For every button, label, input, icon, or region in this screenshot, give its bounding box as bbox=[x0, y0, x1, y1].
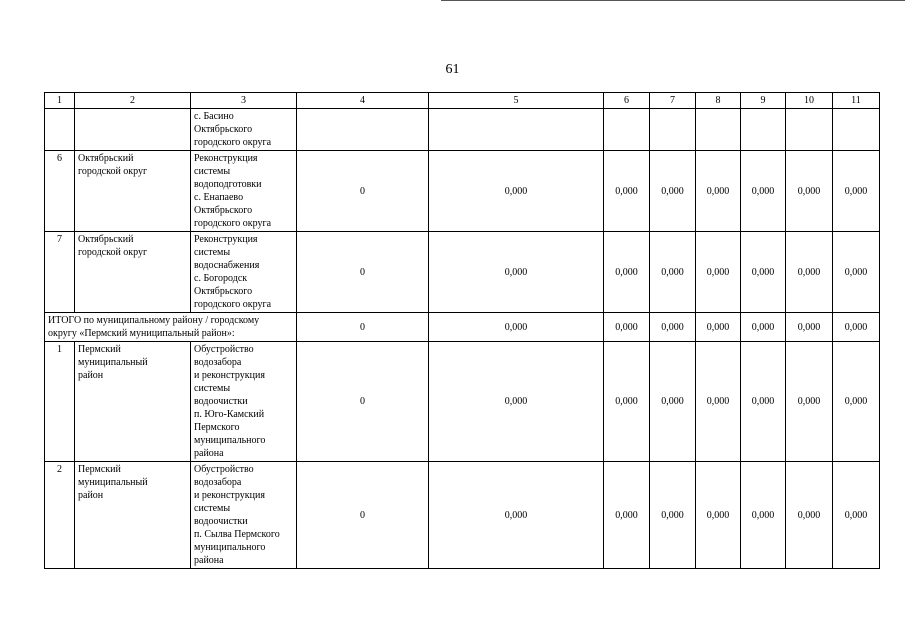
table-row bbox=[45, 109, 880, 151]
value-cell: 0,000 bbox=[833, 151, 880, 232]
value-cell bbox=[650, 109, 696, 151]
value-cell: 0 bbox=[297, 342, 429, 462]
total-label: ИТОГО по муниципальному району / городскому округу «Пермский муниципальный район»: bbox=[45, 313, 297, 342]
object-cell: Обустройство водозабора и реконструкция системы водоочистки п. Сылва Пермского муниципального района bbox=[191, 462, 297, 569]
value-cell: 0,000 bbox=[429, 313, 604, 342]
value-cell: 0,000 bbox=[650, 462, 696, 569]
table-row bbox=[45, 151, 880, 232]
row-number: 1 bbox=[45, 342, 75, 462]
value-cell: 0,000 bbox=[604, 232, 650, 313]
district-cell bbox=[75, 109, 191, 151]
value-cell: 0,000 bbox=[429, 462, 604, 569]
value-cell: 0,000 bbox=[429, 342, 604, 462]
header-cell: 1 bbox=[45, 93, 75, 109]
value-cell: 0 bbox=[297, 462, 429, 569]
value-cell bbox=[604, 109, 650, 151]
value-cell: 0,000 bbox=[650, 232, 696, 313]
value-cell: 0,000 bbox=[833, 462, 880, 569]
value-cell: 0,000 bbox=[833, 313, 880, 342]
header-cell: 7 bbox=[650, 93, 696, 109]
table-row bbox=[45, 232, 880, 313]
value-cell: 0,000 bbox=[429, 232, 604, 313]
row-number: 7 bbox=[45, 232, 75, 313]
value-cell: 0,000 bbox=[786, 232, 833, 313]
value-cell: 0,000 bbox=[833, 342, 880, 462]
district-cell: Пермский муниципальный район bbox=[75, 462, 191, 569]
row-number bbox=[45, 109, 75, 151]
district-cell: Пермский муниципальный район bbox=[75, 342, 191, 462]
header-cell: 4 bbox=[297, 93, 429, 109]
value-cell bbox=[429, 109, 604, 151]
value-cell bbox=[741, 109, 786, 151]
value-cell: 0,000 bbox=[786, 342, 833, 462]
table-row bbox=[45, 342, 880, 462]
value-cell: 0,000 bbox=[650, 151, 696, 232]
value-cell: 0,000 bbox=[604, 313, 650, 342]
table-row bbox=[45, 462, 880, 569]
district-cell: Октябрьский городской округ bbox=[75, 232, 191, 313]
value-cell: 0,000 bbox=[650, 313, 696, 342]
top-rule bbox=[441, 0, 905, 1]
header-cell: 8 bbox=[696, 93, 741, 109]
object-cell: Реконструкция системы водоподготовки с. Енапаево Октябрьского городского округа bbox=[191, 151, 297, 232]
value-cell: 0,000 bbox=[833, 232, 880, 313]
value-cell: 0,000 bbox=[696, 342, 741, 462]
value-cell: 0,000 bbox=[650, 342, 696, 462]
header-cell: 10 bbox=[786, 93, 833, 109]
header-cell: 3 bbox=[191, 93, 297, 109]
header-cell: 9 bbox=[741, 93, 786, 109]
value-cell: 0 bbox=[297, 151, 429, 232]
district-cell: Октябрьский городской округ bbox=[75, 151, 191, 232]
value-cell: 0,000 bbox=[786, 313, 833, 342]
value-cell: 0,000 bbox=[604, 462, 650, 569]
value-cell: 0,000 bbox=[741, 462, 786, 569]
value-cell: 0,000 bbox=[786, 462, 833, 569]
value-cell: 0,000 bbox=[604, 342, 650, 462]
value-cell: 0,000 bbox=[429, 151, 604, 232]
value-cell: 0,000 bbox=[786, 151, 833, 232]
value-cell bbox=[833, 109, 880, 151]
page-number: 61 bbox=[445, 62, 460, 77]
header-cell: 11 bbox=[833, 93, 880, 109]
value-cell: 0,000 bbox=[696, 232, 741, 313]
row-number: 2 bbox=[45, 462, 75, 569]
value-cell: 0,000 bbox=[696, 151, 741, 232]
value-cell: 0,000 bbox=[741, 151, 786, 232]
value-cell bbox=[786, 109, 833, 151]
value-cell: 0 bbox=[297, 232, 429, 313]
value-cell: 0,000 bbox=[696, 462, 741, 569]
value-cell bbox=[297, 109, 429, 151]
value-cell: 0,000 bbox=[604, 151, 650, 232]
data-table bbox=[44, 92, 880, 569]
table-body bbox=[45, 93, 880, 569]
header-row bbox=[45, 93, 880, 109]
header-cell: 2 bbox=[75, 93, 191, 109]
total-row bbox=[45, 313, 880, 342]
row-number: 6 bbox=[45, 151, 75, 232]
header-cell: 5 bbox=[429, 93, 604, 109]
value-cell: 0,000 bbox=[741, 313, 786, 342]
header-cell: 6 bbox=[604, 93, 650, 109]
object-cell: Реконструкция системы водоснабжения с. Богородск Октябрьского городского округа bbox=[191, 232, 297, 313]
value-cell: 0 bbox=[297, 313, 429, 342]
value-cell: 0,000 bbox=[741, 232, 786, 313]
value-cell: 0,000 bbox=[741, 342, 786, 462]
value-cell: 0,000 bbox=[696, 313, 741, 342]
object-cell: с. Басино Октябрьского городского округа bbox=[191, 109, 297, 151]
object-cell: Обустройство водозабора и реконструкция системы водоочистки п. Юго-Камский Пермского муниципального района bbox=[191, 342, 297, 462]
value-cell bbox=[696, 109, 741, 151]
